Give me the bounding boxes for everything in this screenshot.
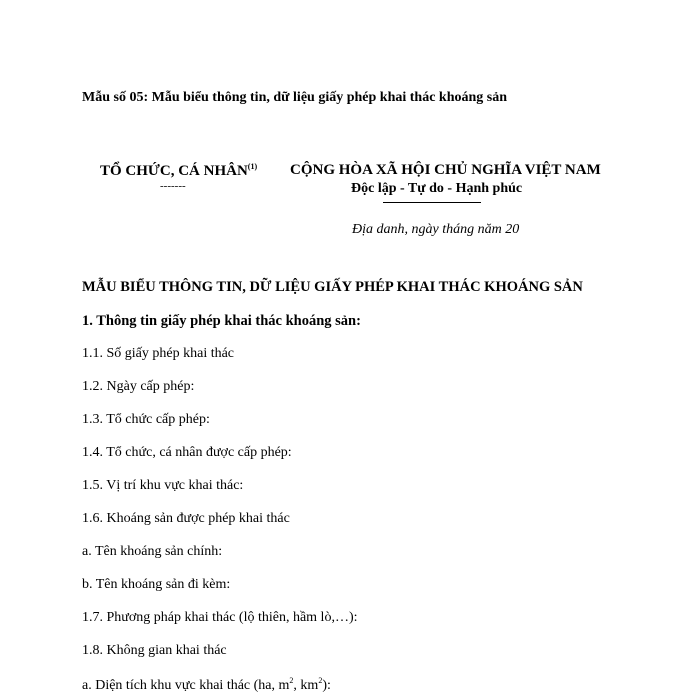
item-mining-method: 1.7. Phương pháp khai thác (lộ thiên, hầm lò,…):	[82, 610, 358, 625]
place-date-line: Địa danh, ngày tháng năm 20	[352, 222, 520, 237]
item-accompanying-mineral: b. Tên khoáng sản đi kèm:	[82, 577, 231, 592]
organization-label: TỔ CHỨC, CÁ NHÂN	[100, 163, 248, 179]
item-issue-date: 1.2. Ngày cấp phép:	[82, 379, 195, 394]
item-mining-area	[82, 676, 331, 694]
item-permitted-minerals: 1.6. Khoáng sản được phép khai thác	[82, 511, 290, 526]
area-text-mid: , km	[293, 678, 319, 693]
item-mining-location: 1.5. Vị trí khu vực khai thác:	[82, 478, 244, 493]
motto-underline	[383, 202, 481, 203]
form-number-title: Mẫu số 05: Mẫu biểu thông tin, dữ liệu giấy phép khai thác khoáng sản	[82, 90, 508, 105]
area-text: a. Diện tích khu vực khai thác (ha, m	[82, 678, 290, 693]
national-motto: Độc lập - Tự do - Hạnh phúc	[351, 181, 523, 196]
item-main-mineral: a. Tên khoáng sản chính:	[82, 544, 223, 559]
area-exponent-1: 2	[289, 676, 294, 685]
item-mining-space: 1.8. Không gian khai thác	[82, 643, 227, 658]
organization-divider: -------	[160, 180, 186, 192]
area-text-end: ):	[322, 678, 331, 693]
item-issuing-organization: 1.3. Tổ chức cấp phép:	[82, 412, 210, 427]
country-name: CỘNG HÒA XÃ HỘI CHỦ NGHĨA VIỆT NAM	[290, 162, 601, 178]
section-1-heading: 1. Thông tin giấy phép khai thác khoáng sản:	[82, 313, 361, 329]
item-license-number: 1.1. Số giấy phép khai thác	[82, 346, 235, 361]
organization-header	[100, 162, 257, 180]
item-licensee: 1.4. Tổ chức, cá nhân được cấp phép:	[82, 445, 292, 460]
area-exponent-2: 2	[318, 676, 323, 685]
organization-footnote: (1)	[247, 162, 258, 171]
document-title: MẪU BIỂU THÔNG TIN, DỮ LIỆU GIẤY PHÉP KHAI THÁC KHOÁNG SẢN	[82, 279, 583, 295]
